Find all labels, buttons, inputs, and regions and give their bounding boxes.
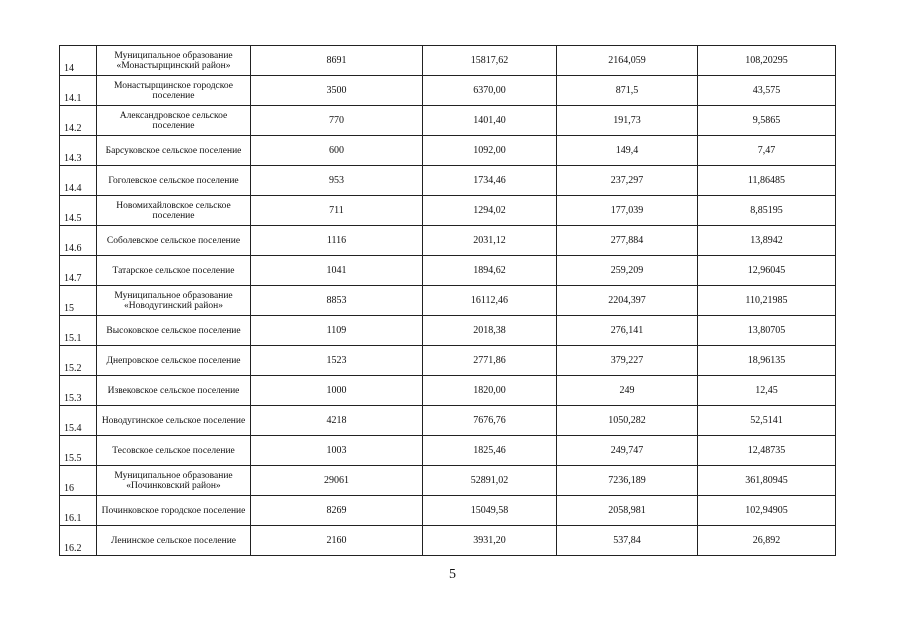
row-number-cell: 16.1 (60, 496, 97, 526)
value-col-6-cell: 52,5141 (698, 406, 836, 436)
value-col-3-cell: 953 (251, 166, 423, 196)
value-col-4-cell: 1820,00 (423, 376, 557, 406)
row-number-cell: 14.2 (60, 106, 97, 136)
municipality-name-cell: Муниципальное образование «Новодугинский район» (97, 286, 251, 316)
value-col-5-cell: 249,747 (557, 436, 698, 466)
value-col-3-cell: 770 (251, 106, 423, 136)
value-col-3-cell: 1109 (251, 316, 423, 346)
table-row (60, 526, 836, 556)
row-number-cell: 14.6 (60, 226, 97, 256)
municipality-name-cell: Извековское сельское поселение (97, 376, 251, 406)
municipality-name-cell: Высоковское сельское поселение (97, 316, 251, 346)
value-col-5-cell: 379,227 (557, 346, 698, 376)
row-number-cell: 14.3 (60, 136, 97, 166)
value-col-4-cell: 6370,00 (423, 76, 557, 106)
row-number-cell: 14.4 (60, 166, 97, 196)
table-row (60, 436, 836, 466)
table-row (60, 376, 836, 406)
table-row (60, 256, 836, 286)
row-number-cell: 14.5 (60, 196, 97, 226)
value-col-6-cell: 361,80945 (698, 466, 836, 496)
value-col-3-cell: 1041 (251, 256, 423, 286)
table-row (60, 106, 836, 136)
value-col-6-cell: 12,96045 (698, 256, 836, 286)
municipality-name-cell: Александровское сельское поселение (97, 106, 251, 136)
value-col-3-cell: 1003 (251, 436, 423, 466)
value-col-5-cell: 259,209 (557, 256, 698, 286)
value-col-5-cell: 871,5 (557, 76, 698, 106)
value-col-4-cell: 52891,02 (423, 466, 557, 496)
row-number-cell: 14 (60, 46, 97, 76)
municipality-name-cell: Новодугинское сельское поселение (97, 406, 251, 436)
municipality-name-cell: Ленинское сельское поселение (97, 526, 251, 556)
value-col-3-cell: 8691 (251, 46, 423, 76)
value-col-4-cell: 1092,00 (423, 136, 557, 166)
municipality-name-cell: Днепровское сельское поселение (97, 346, 251, 376)
municipality-name-cell: Муниципальное образование «Монастырщинский район» (97, 46, 251, 76)
value-col-6-cell: 7,47 (698, 136, 836, 166)
value-col-3-cell: 8269 (251, 496, 423, 526)
value-col-3-cell: 4218 (251, 406, 423, 436)
value-col-6-cell: 12,48735 (698, 436, 836, 466)
value-col-3-cell: 8853 (251, 286, 423, 316)
value-col-4-cell: 16112,46 (423, 286, 557, 316)
value-col-6-cell: 26,892 (698, 526, 836, 556)
municipality-name-cell: Барсуковское сельское поселение (97, 136, 251, 166)
value-col-3-cell: 1000 (251, 376, 423, 406)
value-col-5-cell: 276,141 (557, 316, 698, 346)
value-col-5-cell: 7236,189 (557, 466, 698, 496)
table-row (60, 316, 836, 346)
row-number-cell: 14.1 (60, 76, 97, 106)
value-col-4-cell: 1401,40 (423, 106, 557, 136)
table-row (60, 166, 836, 196)
table-row (60, 346, 836, 376)
value-col-6-cell: 8,85195 (698, 196, 836, 226)
value-col-5-cell: 2164,059 (557, 46, 698, 76)
value-col-6-cell: 11,86485 (698, 166, 836, 196)
value-col-3-cell: 1523 (251, 346, 423, 376)
value-col-4-cell: 15817,62 (423, 46, 557, 76)
municipality-name-cell: Починковское городское поселение (97, 496, 251, 526)
value-col-5-cell: 537,84 (557, 526, 698, 556)
value-col-3-cell: 711 (251, 196, 423, 226)
value-col-3-cell: 1116 (251, 226, 423, 256)
value-col-5-cell: 191,73 (557, 106, 698, 136)
value-col-5-cell: 2204,397 (557, 286, 698, 316)
municipality-name-cell: Новомихайловское сельское поселение (97, 196, 251, 226)
table-row (60, 136, 836, 166)
municipality-name-cell: Соболевское сельское поселение (97, 226, 251, 256)
row-number-cell: 14.7 (60, 256, 97, 286)
row-number-cell: 16 (60, 466, 97, 496)
value-col-6-cell: 12,45 (698, 376, 836, 406)
value-col-4-cell: 7676,76 (423, 406, 557, 436)
row-number-cell: 15 (60, 286, 97, 316)
data-table (59, 45, 836, 556)
municipality-name-cell: Муниципальное образование «Починковский район» (97, 466, 251, 496)
value-col-5-cell: 177,039 (557, 196, 698, 226)
value-col-6-cell: 110,21985 (698, 286, 836, 316)
table-row (60, 466, 836, 496)
value-col-6-cell: 108,20295 (698, 46, 836, 76)
value-col-4-cell: 1825,46 (423, 436, 557, 466)
value-col-4-cell: 2031,12 (423, 226, 557, 256)
value-col-6-cell: 102,94905 (698, 496, 836, 526)
value-col-3-cell: 600 (251, 136, 423, 166)
value-col-5-cell: 237,297 (557, 166, 698, 196)
value-col-6-cell: 43,575 (698, 76, 836, 106)
table-row (60, 286, 836, 316)
value-col-6-cell: 13,80705 (698, 316, 836, 346)
value-col-4-cell: 1734,46 (423, 166, 557, 196)
municipality-name-cell: Татарское сельское поселение (97, 256, 251, 286)
table-row (60, 76, 836, 106)
value-col-4-cell: 2018,38 (423, 316, 557, 346)
value-col-5-cell: 1050,282 (557, 406, 698, 436)
municipality-name-cell: Тесовское сельское поселение (97, 436, 251, 466)
value-col-5-cell: 149,4 (557, 136, 698, 166)
value-col-3-cell: 29061 (251, 466, 423, 496)
municipality-name-cell: Гоголевское сельское поселение (97, 166, 251, 196)
row-number-cell: 15.5 (60, 436, 97, 466)
value-col-4-cell: 2771,86 (423, 346, 557, 376)
table-row (60, 226, 836, 256)
value-col-4-cell: 3931,20 (423, 526, 557, 556)
row-number-cell: 16.2 (60, 526, 97, 556)
value-col-6-cell: 18,96135 (698, 346, 836, 376)
value-col-3-cell: 2160 (251, 526, 423, 556)
table-row (60, 46, 836, 76)
table-body (60, 46, 836, 556)
row-number-cell: 15.4 (60, 406, 97, 436)
table-row (60, 196, 836, 226)
table-row (60, 406, 836, 436)
row-number-cell: 15.1 (60, 316, 97, 346)
value-col-5-cell: 277,884 (557, 226, 698, 256)
value-col-4-cell: 15049,58 (423, 496, 557, 526)
value-col-3-cell: 3500 (251, 76, 423, 106)
value-col-4-cell: 1894,62 (423, 256, 557, 286)
municipality-name-cell: Монастырщинское городское поселение (97, 76, 251, 106)
value-col-5-cell: 2058,981 (557, 496, 698, 526)
value-col-5-cell: 249 (557, 376, 698, 406)
value-col-4-cell: 1294,02 (423, 196, 557, 226)
value-col-6-cell: 9,5865 (698, 106, 836, 136)
row-number-cell: 15.2 (60, 346, 97, 376)
table-row (60, 496, 836, 526)
value-col-6-cell: 13,8942 (698, 226, 836, 256)
row-number-cell: 15.3 (60, 376, 97, 406)
page-number: 5 (449, 567, 456, 582)
